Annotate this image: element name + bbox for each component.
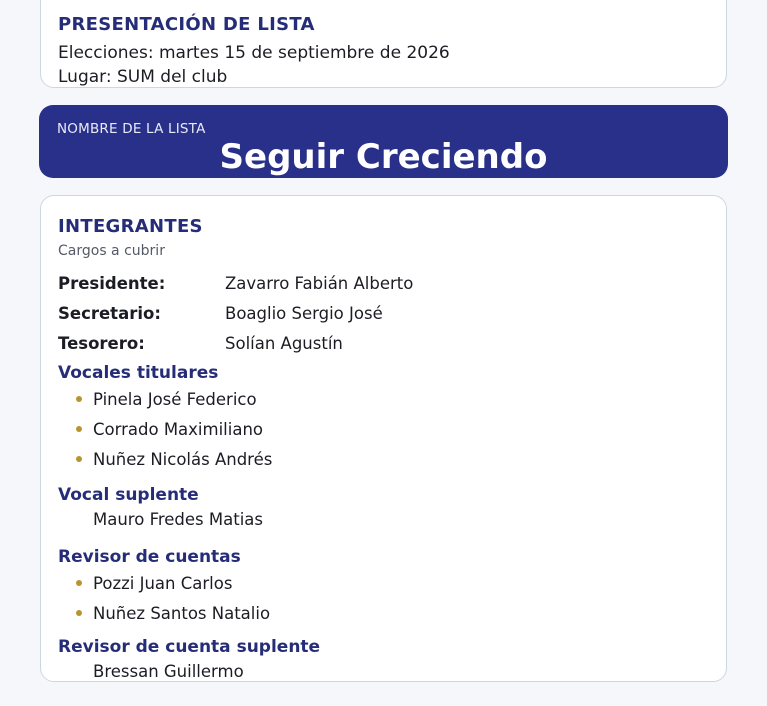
list-name-banner: [39, 105, 728, 178]
revisor-suplente-name: Bressan Guillermo: [93, 661, 244, 681]
members-card: [40, 195, 727, 682]
revisor-cuentas-list: [58, 568, 709, 628]
role-value: Solían Agustín: [225, 333, 343, 353]
vocales-titulares-list: [58, 384, 709, 474]
revisor-suplente-title: Revisor de cuenta suplente: [58, 637, 321, 657]
elections-date: Elecciones: martes 15 de septiembre de 2026: [58, 43, 450, 63]
bullet-icon: [76, 426, 82, 432]
list-item: [58, 598, 709, 628]
bullet-icon: [76, 396, 82, 402]
role-row-secretario: [58, 298, 709, 328]
bullet-icon: [76, 610, 82, 616]
members-subtitle: Cargos a cubrir: [58, 243, 165, 259]
members-title: INTEGRANTES: [58, 216, 203, 237]
role-label: Presidente:: [58, 273, 166, 293]
role-row-tesorero: [58, 328, 709, 358]
member-name: Corrado Maximiliano: [93, 419, 264, 439]
role-label: Tesorero:: [58, 333, 145, 353]
role-row-presidente: [58, 268, 709, 298]
member-name: Nuñez Santos Natalio: [93, 603, 271, 623]
member-name: Pinela José Federico: [93, 389, 257, 409]
member-name: Pozzi Juan Carlos: [93, 573, 233, 593]
member-name: Nuñez Nicolás Andrés: [93, 449, 273, 469]
role-value: Zavarro Fabián Alberto: [225, 273, 414, 293]
role-label: Secretario:: [58, 303, 161, 323]
presentation-title: PRESENTACIÓN DE LISTA: [58, 14, 315, 35]
vocal-suplente-title: Vocal suplente: [58, 485, 199, 505]
election-place: Lugar: SUM del club: [58, 67, 228, 87]
bullet-icon: [76, 580, 82, 586]
list-item: [58, 568, 709, 598]
vocal-suplente-name: Mauro Fredes Matias: [93, 509, 264, 529]
list-item: [58, 384, 709, 414]
list-name: Seguir Creciendo: [219, 137, 548, 177]
role-value: Boaglio Sergio José: [225, 303, 383, 323]
list-name-label: NOMBRE DE LA LISTA: [57, 121, 206, 137]
vocales-titulares-title: Vocales titulares: [58, 363, 219, 383]
list-item: [58, 414, 709, 444]
presentation-card: [40, 0, 727, 88]
revisor-cuentas-title: Revisor de cuentas: [58, 547, 241, 567]
list-item: [58, 444, 709, 474]
bullet-icon: [76, 456, 82, 462]
